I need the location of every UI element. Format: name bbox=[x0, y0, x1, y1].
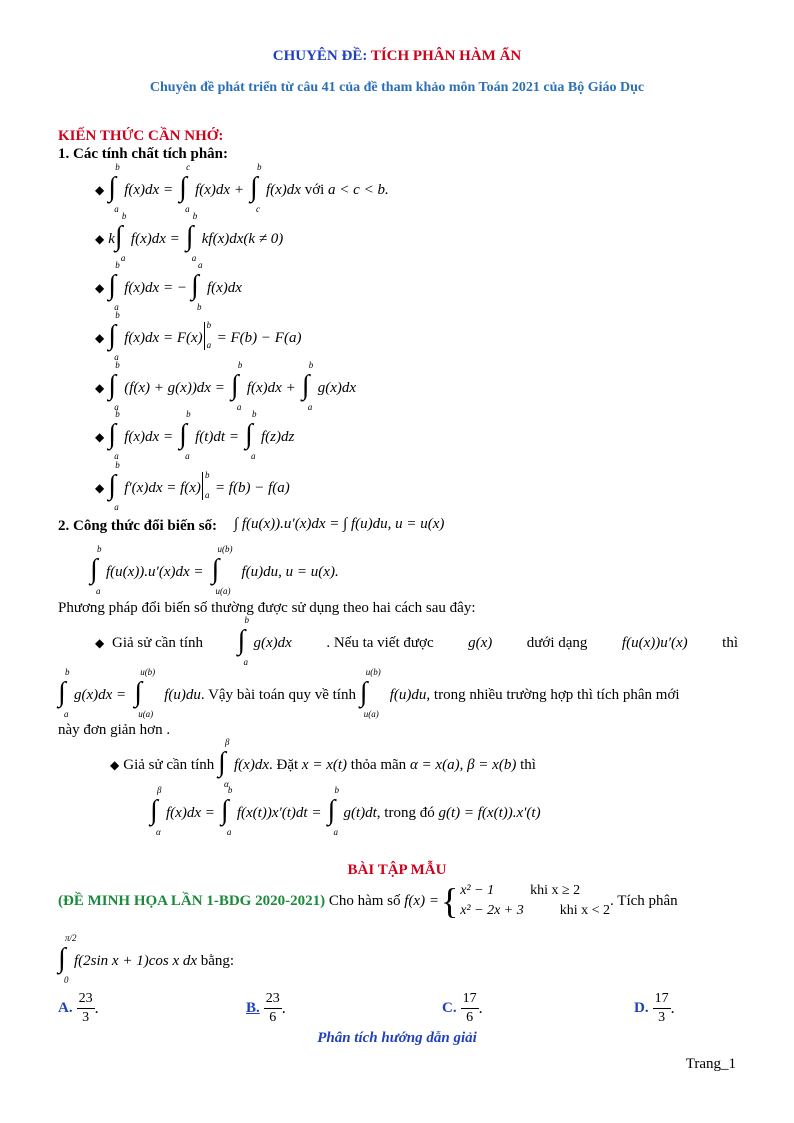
option-d[interactable]: D. $\frac{17}{3}$ . bbox=[634, 991, 675, 1025]
formula-rule-1: ◆ ∫ b a f(x)dx = ∫ c a f(x)dx + ∫ b c f(x)dx với a < c < b . bbox=[95, 162, 389, 214]
option-b[interactable]: B. $\frac{23}{6}$ . bbox=[246, 991, 286, 1025]
case1-line2: ∫ b a g(x)dx = ∫ u(b) u(a) f(u)du . Vậy bài toán quy về tính ∫ u(b) u(a) f(u)du , trong nhiều trường hợp thì tích phân mới bbox=[58, 667, 680, 719]
case2-line1: ◆ Giả sử cần tính ∫ β α f(x)dx . Đặt x = x(t) thỏa mãn α = x(a), β = x(b) thì bbox=[110, 737, 536, 789]
formula-rule-3: ◆ ∫ b a f(x)dx = − ∫ a b f(x)dx bbox=[95, 260, 242, 312]
formula-rule-5: ◆ ∫ b a (f(x) + g(x))dx = ∫ b a f(x)dx + ∫ b a g(x)dx bbox=[95, 360, 357, 412]
case1-line1: ◆ Giả sử cần tính ∫ b a g(x)dx . Nếu ta viết được g(x) dưới dạng f(u(x))u′(x) thì bbox=[95, 615, 738, 667]
method-intro: Phương pháp đổi biến số thường được sử dụng theo hai cách sau đây: bbox=[58, 600, 476, 616]
page-number: Trang_1 bbox=[685, 1056, 736, 1072]
case2-line2: ∫ β α f(x)dx = ∫ b a f(x(t))x′(t)dt = ∫ b a g(t)dt , trong đó g(t) = f(x(t)).x′(t) bbox=[150, 785, 541, 837]
formula-rule-6: ◆ ∫ b a f(x)dx = ∫ b a f(t)dt = ∫ b a f(z)dz bbox=[95, 409, 295, 461]
exercise-integral: ∫ π/2 0 f(2sin x + 1)cos x dx bằng: bbox=[58, 933, 235, 985]
formula-rule-4: ◆ ∫ b a f(x)dx = F(x) b a = F(b) − F(a) bbox=[95, 310, 302, 362]
exercise-heading: BÀI TẬP MẪU bbox=[347, 862, 447, 878]
subsection-substitution: 2. Công thức đổi biến số: bbox=[58, 518, 218, 534]
section-heading: KIẾN THỨC CẦN NHỚ: bbox=[58, 128, 224, 144]
case1-line3: này đơn giản hơn . bbox=[58, 722, 171, 738]
analysis-heading: Phân tích hướng dẫn giải bbox=[317, 1030, 477, 1046]
formula-rule-7: ◆ ∫ b a f′(x)dx = f(x) b a = f(b) − f(a) bbox=[95, 460, 290, 512]
formula-rule-2: ◆ k ∫ b a f(x)dx = ∫ b a kf(x)dx (k ≠ 0) bbox=[95, 211, 284, 263]
formula-substitution-indefinite: ∫ f(u(x)).u′(x)dx = ∫ f(u)du, u = u(x) bbox=[234, 516, 445, 532]
option-c[interactable]: C. $\frac{17}{6}$ . bbox=[442, 991, 483, 1025]
exercise-prompt: (ĐỀ MINH HỌA LẦN 1-BDG 2020-2021) Cho hàm số f(x) = { x² − 1 khi x ≥ 2 x² − 2x + 3 khi x < 2 . Tích phân bbox=[58, 881, 678, 921]
page-title: CHUYÊN ĐỀ: TÍCH PHÂN HÀM ẨN bbox=[272, 48, 522, 64]
option-a[interactable]: A. $\frac{23}{3}$ . bbox=[58, 991, 99, 1025]
page-subtitle: Chuyên đề phát triển từ câu 41 của đề tham khảo môn Toán 2021 của Bộ Giáo Dục bbox=[149, 80, 645, 95]
subsection-properties: 1. Các tính chất tích phân: bbox=[58, 146, 229, 162]
formula-substitution-definite: ∫ b a f(u(x)).u′(x)dx = ∫ u(b) u(a) f(u)du, u = u(x). bbox=[90, 544, 339, 596]
